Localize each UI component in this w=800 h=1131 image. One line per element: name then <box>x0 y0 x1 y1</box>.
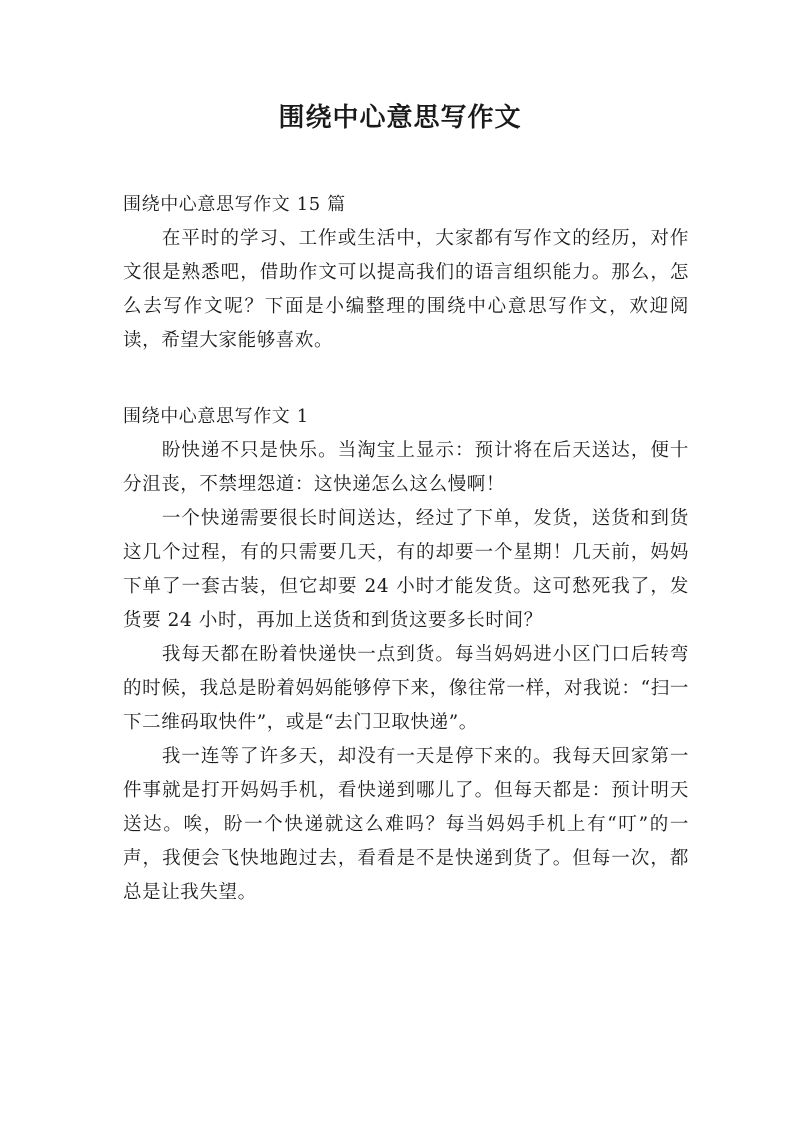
section-heading: 围绕中心意思写作文 1 <box>123 406 309 427</box>
body-paragraph: 我每天都在盼着快递快一点到货。每当妈妈进小区门口后转弯的时候，我总是盼着妈妈能够停下来，像往常一样，对我说：“扫一下二维码取快件”，或是“去门卫取快递”。 <box>123 644 689 733</box>
section-spacer <box>123 358 689 400</box>
document-body <box>123 188 689 910</box>
document-title: 围绕中心意思写作文 <box>278 103 522 133</box>
intro-paragraph: 在平时的学习、工作或生活中，大家都有写作文的经历，对作文很是熟悉吧，借助作文可以提高我们的语言组织能力。那么，怎么去写作文呢？下面是小编整理的围绕中心意思写作文，欢迎阅读，希望大家能够喜欢。 <box>123 228 689 351</box>
body-paragraph: 一个快递需要很长时间送达，经过了下单，发货，送货和到货这几个过程，有的只需要几天，有的却要一个星期！几天前，妈妈下单了一套古装，但它却要 24 小时才能发货。这可愁死我了，发货要 24 小时，再加上送货和到货这要多长时间？ <box>123 508 689 631</box>
body-paragraph: 盼快递不只是快乐。当淘宝上显示：预计将在后天送达，便十分沮丧，不禁埋怨道：这快递怎么这么慢啊！ <box>123 440 689 495</box>
section-heading: 围绕中心意思写作文 15 篇 <box>123 194 346 215</box>
body-paragraph: 我一连等了许多天，却没有一天是停下来的。我每天回家第一件事就是打开妈妈手机，看快递到哪儿了。但每天都是：预计明天送达。唉，盼一个快递就这么难吗？每当妈妈手机上有“叮”的一声，我便会飞快地跑过去，看看是不是快递到货了。但每一次，都总是让我失望。 <box>123 746 689 903</box>
